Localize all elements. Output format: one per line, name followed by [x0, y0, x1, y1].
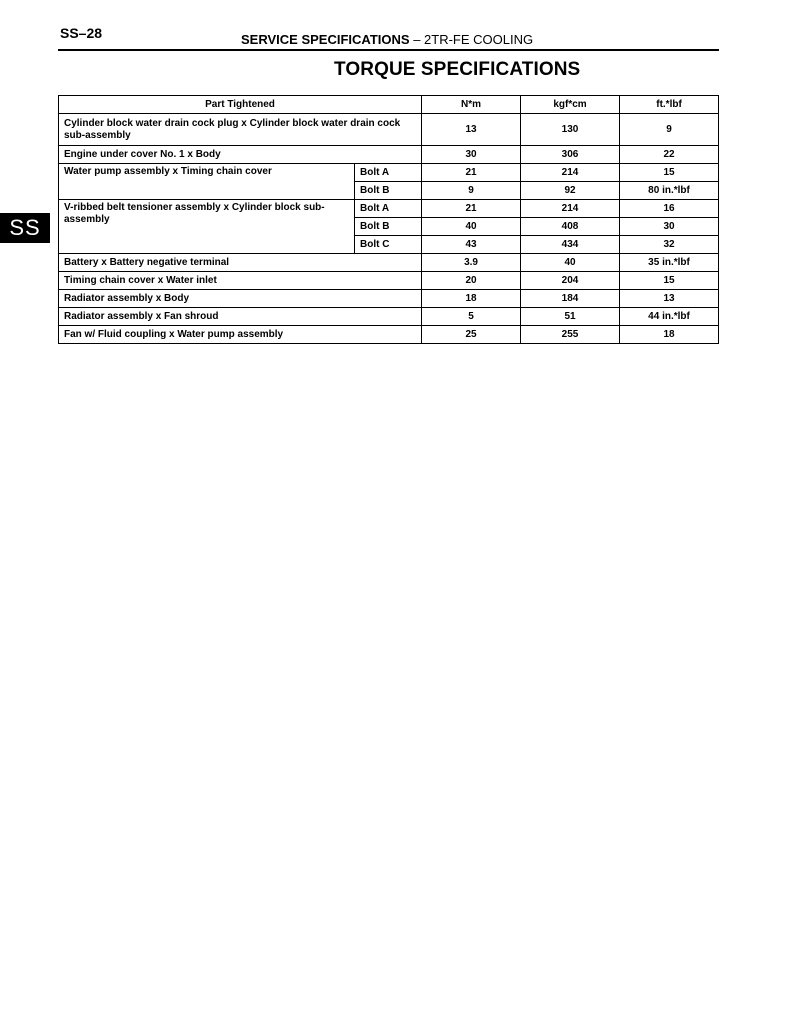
page-number: SS–28	[60, 25, 103, 41]
part-cell: Cylinder block water drain cock plug x Cylinder block water drain cock sub-assembly	[59, 114, 422, 146]
kgfcm-cell: 92	[521, 182, 620, 200]
table-row	[59, 272, 719, 290]
page-title: TORQUE SPECIFICATIONS	[334, 59, 581, 80]
nm-cell: 21	[422, 200, 521, 218]
section-tab: SS	[0, 213, 50, 243]
table-row	[59, 254, 719, 272]
nm-cell: 18	[422, 290, 521, 308]
nm-cell: 43	[422, 236, 521, 254]
part-cell: Radiator assembly x Fan shroud	[59, 308, 422, 326]
table-row	[59, 200, 719, 218]
nm-cell: 9	[422, 182, 521, 200]
ftlbf-cell: 15	[620, 164, 719, 182]
nm-cell: 40	[422, 218, 521, 236]
ftlbf-cell: 9	[620, 114, 719, 146]
kgfcm-cell: 214	[521, 164, 620, 182]
kgfcm-cell: 214	[521, 200, 620, 218]
table-row	[59, 326, 719, 344]
table-row	[59, 290, 719, 308]
part-cell: Fan w/ Fluid coupling x Water pump assembly	[59, 326, 422, 344]
nm-cell: 5	[422, 308, 521, 326]
nm-cell: 13	[422, 114, 521, 146]
kgfcm-cell: 184	[521, 290, 620, 308]
torque-spec-table	[58, 95, 719, 344]
ftlbf-cell: 80 in.*lbf	[620, 182, 719, 200]
nm-cell: 20	[422, 272, 521, 290]
nm-cell: 25	[422, 326, 521, 344]
bolt-cell: Bolt A	[355, 164, 422, 182]
nm-cell: 30	[422, 146, 521, 164]
kgfcm-cell: 255	[521, 326, 620, 344]
part-cell: Battery x Battery negative terminal	[59, 254, 422, 272]
part-cell: Radiator assembly x Body	[59, 290, 422, 308]
col-header-part: Part Tightened	[59, 96, 422, 114]
table-row	[59, 164, 719, 182]
ftlbf-cell: 18	[620, 326, 719, 344]
kgfcm-cell: 204	[521, 272, 620, 290]
bolt-cell: Bolt A	[355, 200, 422, 218]
kgfcm-cell: 51	[521, 308, 620, 326]
col-header-ftlbf: ft.*lbf	[620, 96, 719, 114]
kgfcm-cell: 306	[521, 146, 620, 164]
ftlbf-cell: 22	[620, 146, 719, 164]
table-row	[59, 308, 719, 326]
part-cell: Engine under cover No. 1 x Body	[59, 146, 422, 164]
ftlbf-cell: 16	[620, 200, 719, 218]
header-rule	[58, 49, 719, 51]
bolt-cell: Bolt B	[355, 218, 422, 236]
nm-cell: 21	[422, 164, 521, 182]
bolt-cell: Bolt C	[355, 236, 422, 254]
ftlbf-cell: 35 in.*lbf	[620, 254, 719, 272]
nm-cell: 3.9	[422, 254, 521, 272]
part-cell: Timing chain cover x Water inlet	[59, 272, 422, 290]
table-header-row	[59, 96, 719, 114]
kgfcm-cell: 40	[521, 254, 620, 272]
ftlbf-cell: 44 in.*lbf	[620, 308, 719, 326]
table-row	[59, 114, 719, 146]
ftlbf-cell: 13	[620, 290, 719, 308]
subsection-title: 2TR-FE COOLING	[424, 32, 534, 47]
part-cell: V-ribbed belt tensioner assembly x Cylinder block sub-assembly	[59, 200, 355, 254]
table-row	[59, 146, 719, 164]
ftlbf-cell: 32	[620, 236, 719, 254]
kgfcm-cell: 130	[521, 114, 620, 146]
bolt-cell: Bolt B	[355, 182, 422, 200]
kgfcm-cell: 434	[521, 236, 620, 254]
page-header	[241, 32, 533, 47]
col-header-nm: N*m	[422, 96, 521, 114]
header-separator: –	[413, 32, 421, 47]
part-cell: Water pump assembly x Timing chain cover	[59, 164, 355, 200]
col-header-kgfcm: kgf*cm	[521, 96, 620, 114]
ftlbf-cell: 15	[620, 272, 719, 290]
section-title: SERVICE SPECIFICATIONS	[241, 32, 410, 47]
ftlbf-cell: 30	[620, 218, 719, 236]
kgfcm-cell: 408	[521, 218, 620, 236]
